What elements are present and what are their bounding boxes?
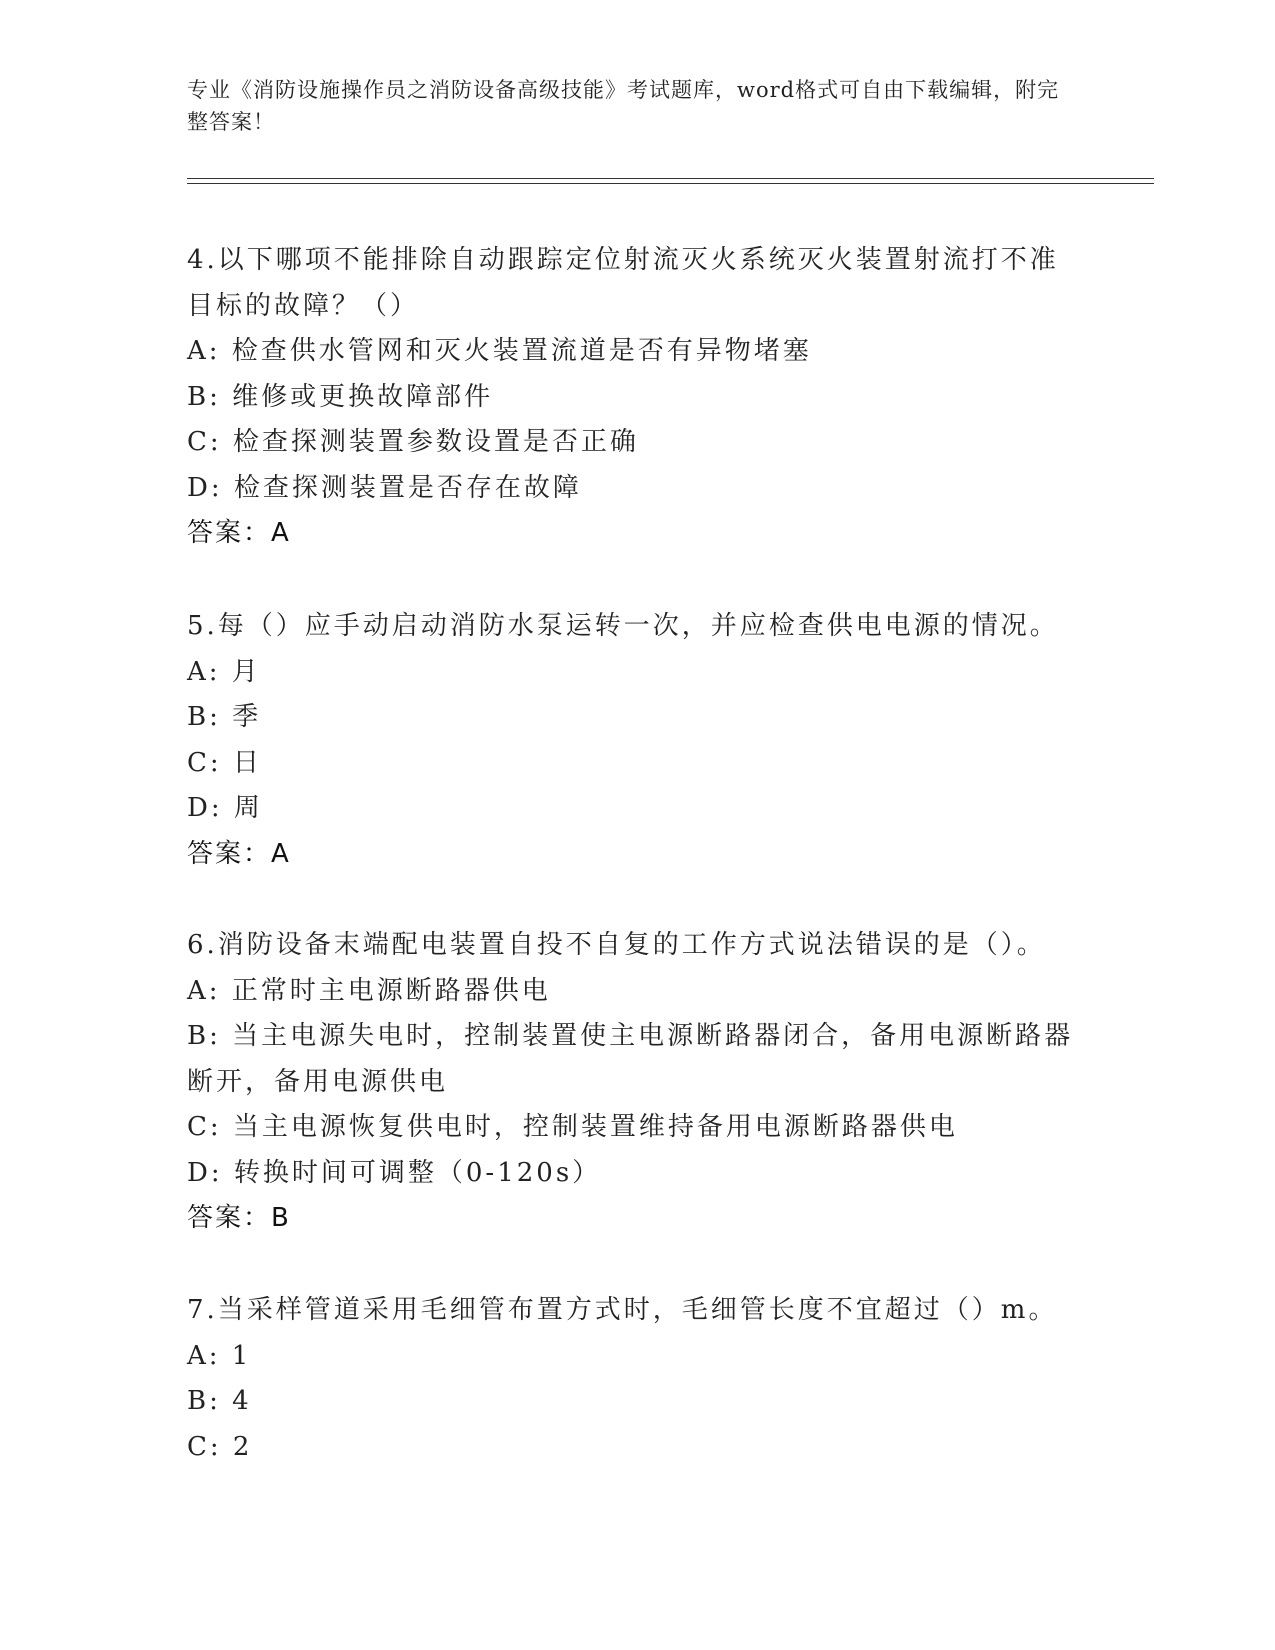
option-c: C: 当主电源恢复供电时，控制装置维持备用电源断路器供电 <box>187 1112 958 1142</box>
option-a: A: 正常时主电源断路器供电 <box>187 975 551 1006</box>
question-4 <box>187 238 1077 557</box>
option-b: B: 当主电源失电时，控制装置使主电源断路器闭合，备用电源断路器断开，备用电源供电 <box>187 1021 1074 1097</box>
question-stem: 7.当采样管道采用毛细管布置方式时，毛细管长度不宜超过（）m。 <box>187 1295 1058 1325</box>
question-stem: 4.以下哪项不能排除自动跟踪定位射流灭火系统灭火装置射流打不准目标的故障？（） <box>187 245 1059 321</box>
question-stem: 6.消防设备末端配电装置自投不自复的工作方式说法错误的是（）。 <box>187 930 1046 960</box>
header-divider-bottom <box>187 183 1154 184</box>
answer: 答案：B <box>187 1203 291 1233</box>
question-5 <box>187 604 1077 877</box>
option-a: A: 1 <box>187 1340 252 1371</box>
option-c: C: 检查探测装置参数设置是否正确 <box>187 427 639 457</box>
question-6 <box>187 923 1077 1242</box>
option-b: B: 4 <box>187 1386 252 1416</box>
option-a: A: 月 <box>187 656 261 687</box>
question-stem: 5.每（）应手动启动消防水泵运转一次，并应检查供电电源的情况。 <box>187 611 1059 641</box>
answer: 答案：A <box>187 838 291 869</box>
option-b: B: 维修或更换故障部件 <box>187 381 494 412</box>
option-d: D: 转换时间可调整（0-120s） <box>187 1157 602 1188</box>
option-a: A: 检查供水管网和灭火装置流道是否有异物堵塞 <box>187 336 812 366</box>
option-b: B: 季 <box>187 702 262 732</box>
option-d: D: 检查探测装置是否存在故障 <box>187 472 582 503</box>
header-divider-top <box>187 178 1154 179</box>
question-7 <box>187 1288 1077 1470</box>
option-d: D: 周 <box>187 793 263 823</box>
document-header: 专业《消防设施操作员之消防设备高级技能》考试题库，word格式可自由下载编辑，附完整答案！ <box>187 78 1060 134</box>
option-c: C: 日 <box>187 747 262 778</box>
answer: 答案：A <box>187 518 291 548</box>
option-c: C: 2 <box>187 1431 253 1462</box>
